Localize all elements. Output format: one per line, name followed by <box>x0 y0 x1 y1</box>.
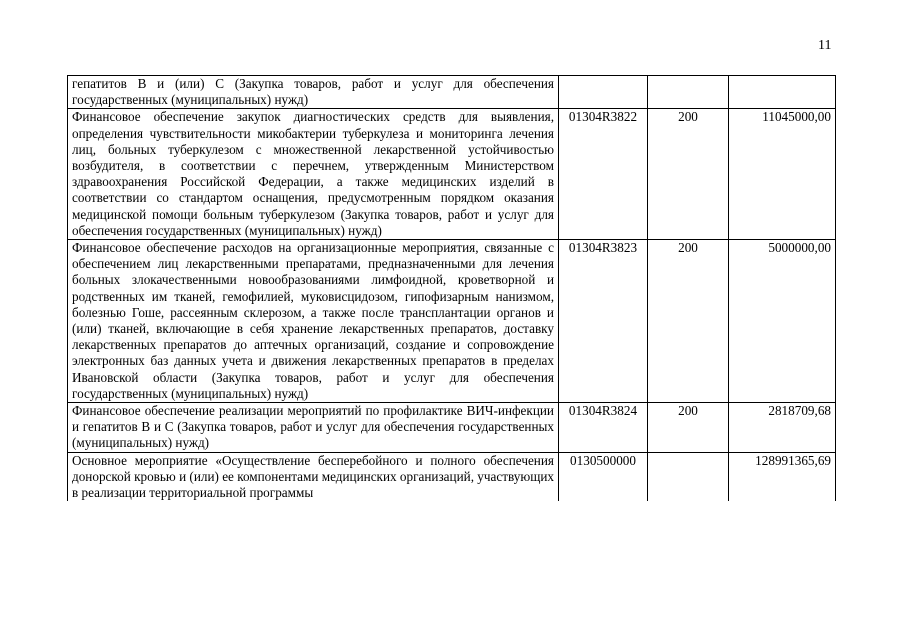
row-code-cell: 0130500000 <box>559 452 648 501</box>
row-name-cell: гепатитов В и (или) С (Закупка товаров, работ и услуг для обеспечения государственных (муниципальных) нужд) <box>68 76 559 109</box>
row-amount-cell: 5000000,00 <box>729 240 836 403</box>
row-amount-cell: 2818709,68 <box>729 403 836 453</box>
table-row <box>68 240 836 403</box>
table-row <box>68 109 836 240</box>
row-type-cell: 200 <box>648 109 729 240</box>
row-code-cell: 01304R3822 <box>559 109 648 240</box>
table-row <box>68 76 836 109</box>
table-row <box>68 452 836 501</box>
row-type-cell <box>648 76 729 109</box>
row-type-cell <box>648 452 729 501</box>
row-code-cell <box>559 76 648 109</box>
row-amount-cell: 11045000,00 <box>729 109 836 240</box>
page-number: 11 <box>818 38 832 53</box>
row-code-cell: 01304R3823 <box>559 240 648 403</box>
row-amount-cell <box>729 76 836 109</box>
row-type-cell: 200 <box>648 240 729 403</box>
table-row <box>68 403 836 453</box>
row-name-cell: Финансовое обеспечение реализации мероприятий по профилактике ВИЧ-инфекции и гепатитов В и С (Закупка товаров, работ и услуг для обеспечения государственных (муниципальных) нужд) <box>68 403 559 453</box>
row-name-cell: Основное мероприятие «Осуществление бесперебойного и полного обеспечения донорской кровью и (или) ее компонентами медицинских организаций, участвующих в реализации территориальной программы <box>68 452 559 501</box>
row-type-cell: 200 <box>648 403 729 453</box>
budget-table <box>67 75 836 501</box>
row-name-cell: Финансовое обеспечение расходов на организационные мероприятия, связанные с обеспечением лиц лекарственными препаратами, предназначенными для лечения больных злокачественными новообразованиями лимфоидной, кроветворной и родственных им тканей, гемофилией, муковисцидозом, гипофизарным нанизмом, болезнью Гоше, рассеянным склерозом, а также после трансплантации органов и (или) тканей, включающие в себя хранение лекарственных препаратов, доставку лекарственных препаратов до аптечных организаций, создание и сопровождение электронных баз данных учета и движения лекарственных препаратов в пределах Ивановской области (Закупка товаров, работ и услуг для обеспечения государственных (муниципальных) нужд) <box>68 240 559 403</box>
row-amount-cell: 128991365,69 <box>729 452 836 501</box>
row-name-cell: Финансовое обеспечение закупок диагностических средств для выявления, определения чувствительности микобактерии туберкулеза и мониторинга лечения лиц, больных туберкулезом с множественной лекарственной устойчивостью возбудителя, в соответствии с перечнем, утвержденным Министерством здравоохранения Российской Федерации, а также медицинских изделий в соответствии со стандартом оснащения, предусмотренным порядком оказания медицинской помощи больным туберкулезом (Закупка товаров, работ и услуг для обеспечения государственных (муниципальных) нужд) <box>68 109 559 240</box>
row-code-cell: 01304R3824 <box>559 403 648 453</box>
